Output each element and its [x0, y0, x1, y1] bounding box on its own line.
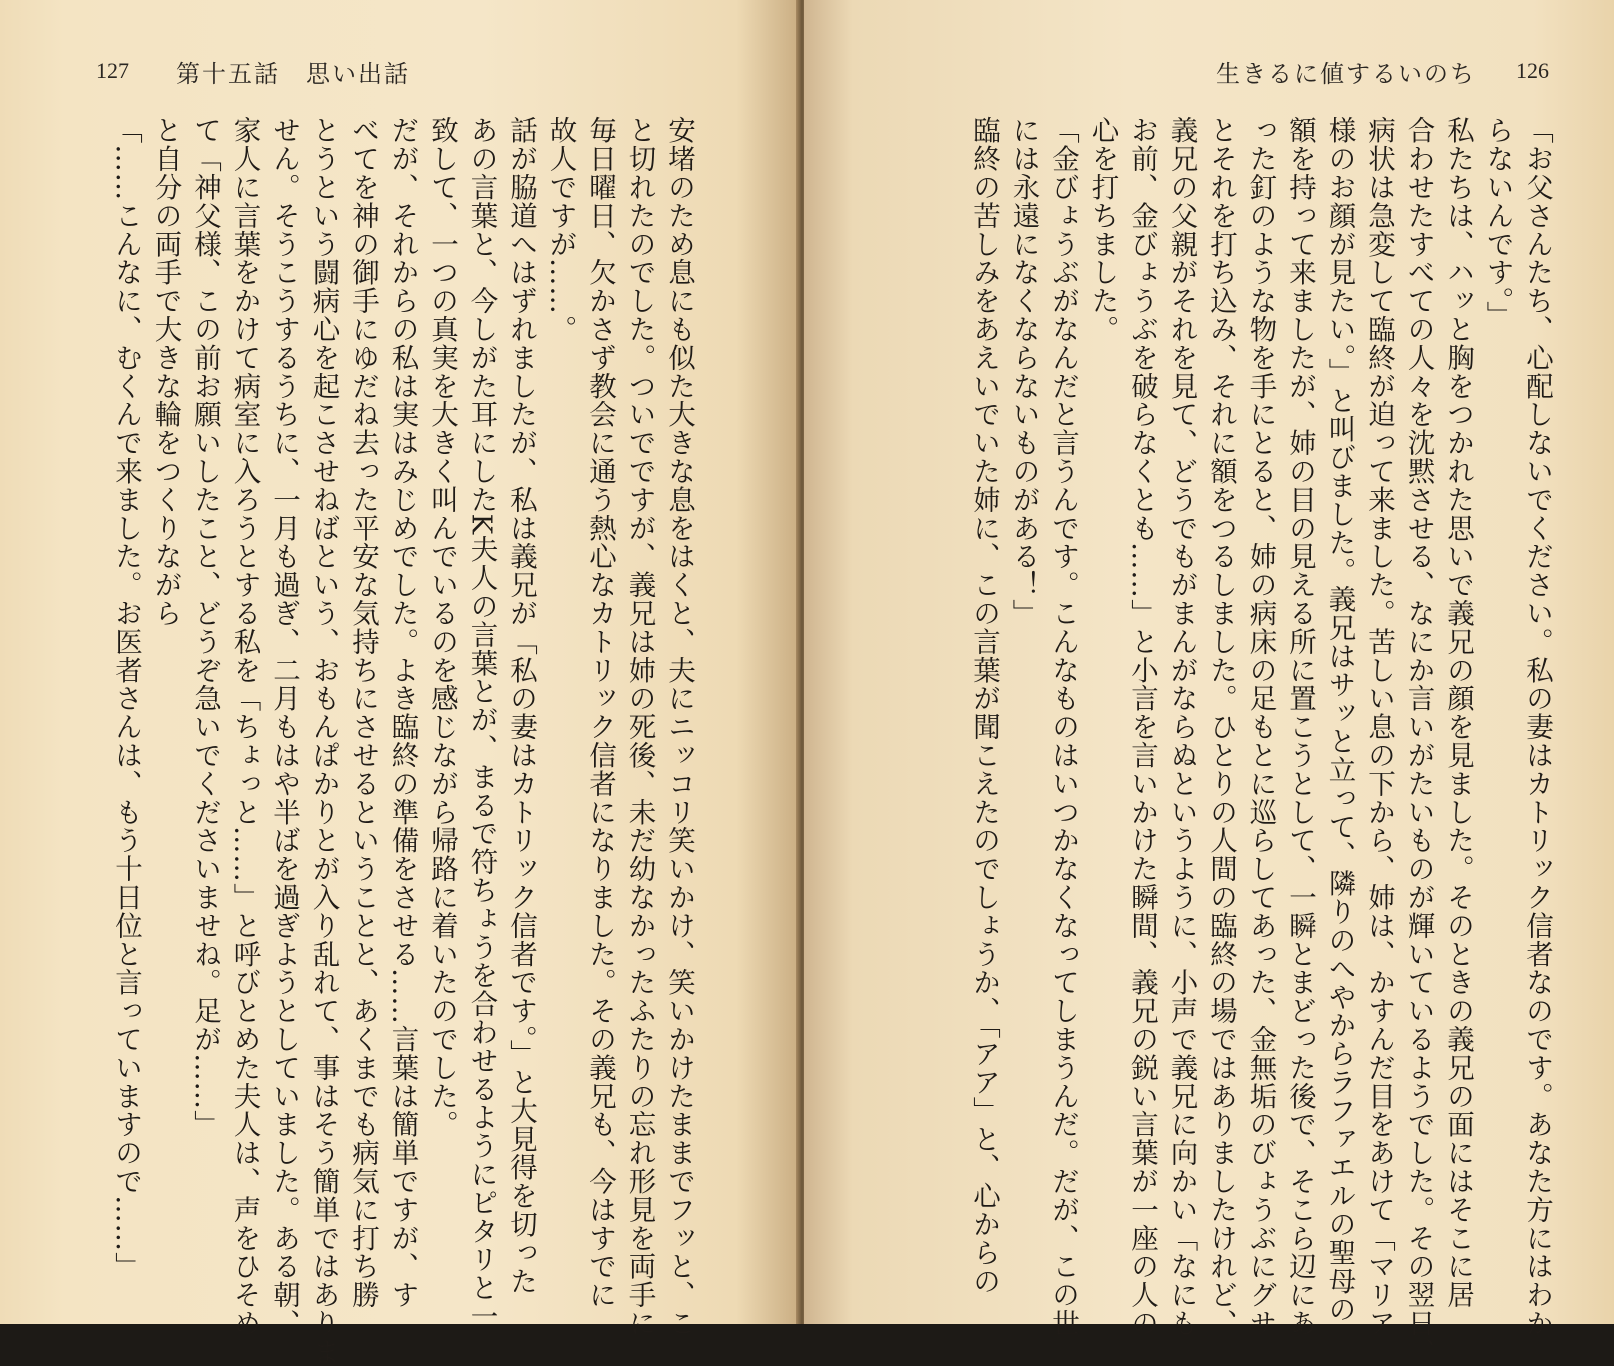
text-line: せん。そうこうするうちに、一月も過ぎ、二月もはや半ばを過ぎようとしていました。ある朝、 [268, 116, 300, 1338]
text-line: には永遠になくならないものがある！」 [1007, 116, 1040, 628]
text-line: 故人ですが……。 [544, 116, 577, 344]
right-page [804, 0, 1614, 1366]
text-line: 病状は急変して臨終が迫って来ました。苦しい息の下から、姉は、かすんだ目をあけて「マリア [1363, 116, 1395, 1338]
text-line: 「……こんなに、むくんで来ました。お医者さんは、もう十日位と言っていますので……」 [110, 116, 142, 1281]
text-line: 義兄の父親がそれを見て、どうでもがまんがならぬというように、小声で義兄に向かい「なにも [1165, 116, 1198, 1338]
page-number: 126 [1516, 58, 1549, 83]
text-line: とそれを打ち込み、それに額をつるしました。ひとりの人間の臨終の場ではありましたけれど、 [1205, 116, 1237, 1338]
text-line: 様のお顔が見たい。」と叫びました。義兄はサッと立って、隣りのへやからラファエルの聖母の [1323, 116, 1356, 1324]
text-line: 額を持って来ましたが、姉の目の見える所に置こうとして、一瞬とまどった後で、そこら辺にあ [1284, 116, 1316, 1338]
page-number: 127 [96, 58, 129, 83]
text-line: 私たちは、ハッと胸をつかれた思いで義兄の顔を見ました。そのときの義兄の面にはそこに居 [1442, 116, 1474, 1309]
text-line: お前、金びょうぶを破らなくとも……」と小言を言いかけた瞬間、義兄の鋭い言葉が一座の人の [1126, 116, 1158, 1338]
text-line: った釘のような物を手にとると、姉の病床の足もとに巡らしてあった、金無垢のびょうぶにグサ [1244, 116, 1277, 1338]
text-line: て「神父様、この前お願いしたこと、どうぞ急いでくださいませね。足が……」 [189, 116, 221, 1139]
text-line: 安堵のため息にも似た大きな息をはくと、夫にニッコリ笑いかけ、笑いかけたままでフッと、こ [663, 116, 695, 1338]
text-line: 心を打ちました。 [1086, 116, 1119, 344]
text-line: 臨終の苦しみをあえいでいた姉に、この言葉が聞こえたのでしょうか、「アア」と、心からの [968, 116, 1000, 1296]
text-line: らないんです。」 [1481, 116, 1514, 330]
text-line: だが、それからの私は実はみじめでした。よき臨終の準備をさせる……言葉は簡単ですが、す [386, 116, 419, 1309]
text-line: べてを神の御手にゆだね去った平安な気持ちにさせるということと、あくまでも病気に打ち勝 [347, 116, 379, 1309]
left-page [0, 0, 800, 1366]
text-line: 「金びょうぶがなんだと言うんです。こんなものはいつかなくなってしまうんだ。だが、この世 [1047, 116, 1079, 1338]
body-text [876, 116, 1556, 1366]
text-line: 「お父さんたち、心配しないでください。私の妻はカトリック信者なのです。あなた方にはわか [1521, 116, 1553, 1338]
text-line: と切れたのでした。ついでですが、義兄は姉の死後、未だ幼なかったふたりの忘れ形見を両手に [623, 116, 656, 1338]
text-line: 家人に言葉をかけて病室に入ろうとする私を「ちょっと……」と呼びとめた夫人は、声をひそめ [228, 116, 261, 1338]
body-text [110, 116, 698, 1366]
text-line: 致して、一つの真実を大きく叫んでいるのを感じながら帰路に着いたのでした。 [426, 116, 458, 1139]
text-line: 合わせたすべての人々を沈黙させる、なにか言いがたいものが輝いているようでした。その翌日、 [1402, 116, 1435, 1366]
running-head: 第十五話 思い出話 [176, 60, 410, 88]
text-line: と自分の両手で大きな輪をつくりながら [149, 116, 182, 628]
text-line: とうという闘病心を起こさせねばという、おもんぱかりとが入り乱れて、事はそう簡単ではありま [307, 116, 340, 1366]
text-line: 毎日曜日、欠かさず教会に通う熱心なカトリック信者になりました。その義兄も、今はすでに [584, 116, 616, 1309]
text-line: 話が脇道へはずれましたが、私は義兄が「私の妻はカトリック信者です。」と大見得を切った [505, 116, 537, 1296]
text-line: あの言葉と、今しがた耳にしたK夫人の言葉とが、まるで符ちょうを合わせるようにピタリと一 [465, 116, 498, 1331]
running-head: 生きるに値するいのち [1216, 60, 1476, 88]
